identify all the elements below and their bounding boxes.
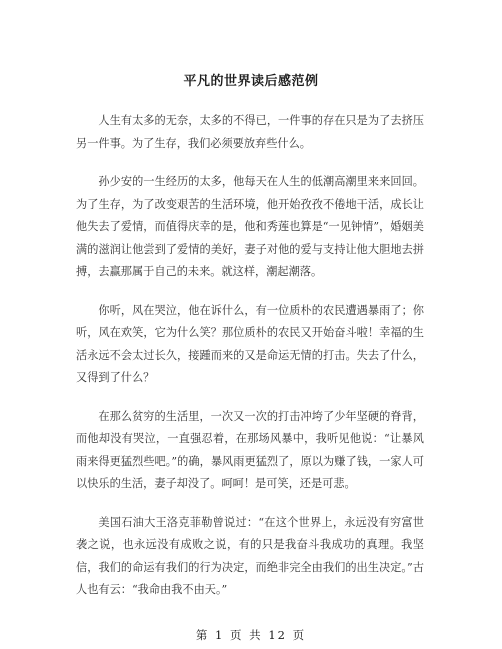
paragraph-1: 人生有太多的无奈，太多的不得已，一件事的存在只是为了去挤压另一件事。为了生存，我们必须要放弃些什么。 <box>76 114 424 150</box>
paragraph-4: 在那么贫穷的生活里，一次又一次的打击冲垮了少年坚硬的脊背，而他却没有哭泣，一直强忍着，在那场风暴中，我听见他说：“让暴风雨来得更猛烈些吧。”的确，暴风雨更猛烈了，原以为赚了钱，一家人可以快乐的生活，妻子却没了。呵呵！是可笑，还是可悲。 <box>76 409 424 490</box>
paragraph-5: 美国石油大王洛克菲勒曾说过：“在这个世界上，永远没有穷富世袭之说，也永远没有成败之说，有的只是我奋斗我成功的真理。我坚信，我们的命运有我们的行为决定，而绝非完全由我们的出生决定。”古人也有云：“我命由我不由天。” <box>76 515 424 596</box>
paragraph-2: 孙少安的一生经历的太多，他每天在人生的低潮高潮里来来回回。为了生存，为了改变艰苦的生活环境，他开始孜孜不倦地干活，成长让他失去了爱情，而值得庆幸的是，他和秀莲也算是“一见钟情”，婚姻美满的滋润让他尝到了爱情的美好，妻子对他的爱与支持让他大胆地去拼搏，去赢那属于自己的未来。就这样，潮起潮落。 <box>76 175 424 278</box>
page-number-footer: 第 1 页 共 12 页 <box>195 628 307 642</box>
paragraph-3: 你听，风在哭泣，他在诉什么，有一位质朴的农民遭遇暴雨了；你听，风在欢笑，它为什么笑？那位质朴的农民又开始奋斗啦！幸福的生活永远不会太过长久，接踵而来的又是命运无情的打击。失去了什么，又得到了什么？ <box>76 303 424 384</box>
document-title: 平凡的世界读后感范例 <box>183 74 319 89</box>
document-body <box>76 110 424 618</box>
